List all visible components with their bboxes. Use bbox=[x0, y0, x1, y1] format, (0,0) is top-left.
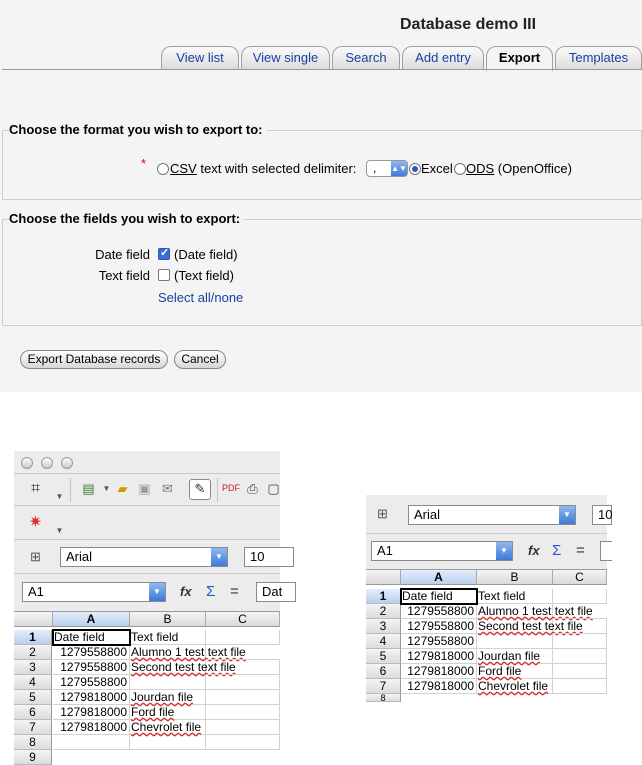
function-equals-icon[interactable]: = bbox=[230, 583, 239, 600]
select-all-none-link[interactable]: Select all/none bbox=[158, 290, 244, 305]
toolbar-separator bbox=[217, 478, 218, 502]
cell-a6[interactable]: 1279818000 bbox=[53, 705, 130, 720]
formula-input[interactable]: Dat bbox=[256, 582, 296, 602]
font-size-input[interactable]: 10 bbox=[592, 505, 612, 525]
row-header[interactable]: 1 bbox=[14, 630, 52, 645]
date-field-checkbox[interactable] bbox=[158, 248, 170, 260]
row-header[interactable]: 2 bbox=[14, 645, 52, 660]
cell-b6[interactable]: Ford file bbox=[477, 664, 553, 679]
row-header[interactable]: 4 bbox=[366, 634, 401, 649]
cell-a5[interactable]: 1279818000 bbox=[401, 649, 477, 664]
cell-a2[interactable]: 1279558800 bbox=[53, 645, 130, 660]
cell-a3[interactable]: 1279558800 bbox=[53, 660, 130, 675]
function-wizard-icon[interactable]: fx bbox=[180, 584, 192, 599]
cell-c8[interactable] bbox=[206, 735, 280, 750]
cell-b1[interactable]: Text field bbox=[477, 589, 553, 604]
crop-icon[interactable]: ⌗ bbox=[30, 480, 40, 497]
sum-icon[interactable]: Σ bbox=[206, 583, 216, 600]
corner-header[interactable] bbox=[14, 612, 53, 627]
cell-a1[interactable]: Date field bbox=[401, 589, 477, 604]
cell-c6[interactable] bbox=[206, 705, 280, 720]
cell-b8[interactable] bbox=[130, 735, 206, 750]
formatting-toolbar bbox=[14, 539, 280, 573]
row-header[interactable]: 5 bbox=[366, 649, 401, 664]
tab-view-list[interactable]: View list bbox=[161, 46, 239, 70]
cell-a7[interactable]: 1279818000 bbox=[401, 679, 477, 694]
cell-b1[interactable]: Text field bbox=[130, 630, 206, 645]
tab-divider bbox=[2, 69, 642, 70]
font-size-input[interactable]: 10 bbox=[244, 547, 294, 567]
cancel-button[interactable]: Cancel bbox=[174, 350, 226, 369]
corner-header[interactable] bbox=[366, 570, 401, 585]
edit-file-icon[interactable]: ✎ bbox=[189, 479, 211, 500]
format-legend: Choose the format you wish to export to: bbox=[9, 122, 267, 137]
font-name-select[interactable]: Arial ▼ bbox=[408, 505, 576, 525]
row-header[interactable]: 4 bbox=[14, 675, 52, 690]
styles-icon[interactable]: ⊞ bbox=[377, 506, 388, 521]
row-header[interactable]: 5 bbox=[14, 690, 52, 705]
dropdown-arrow-icon[interactable]: ▼ bbox=[55, 526, 64, 535]
select-arrow-icon: ▼ bbox=[149, 583, 165, 601]
sum-icon[interactable]: Σ bbox=[552, 542, 562, 559]
new-dropdown-icon[interactable]: ▼ bbox=[102, 484, 111, 493]
cell-c5[interactable] bbox=[553, 649, 607, 664]
cell-a4[interactable]: 1279558800 bbox=[401, 634, 477, 649]
cell-b4[interactable] bbox=[477, 634, 553, 649]
date-field-label: Date field bbox=[95, 247, 150, 262]
cell-c4[interactable] bbox=[206, 675, 280, 690]
column-header[interactable]: B bbox=[130, 612, 206, 627]
function-wizard-icon[interactable]: fx bbox=[528, 543, 540, 558]
row-header[interactable]: 1 bbox=[366, 589, 401, 604]
zoom-window-icon[interactable] bbox=[61, 457, 73, 469]
select-arrow-icon: ▼ bbox=[211, 548, 227, 566]
formula-bar bbox=[14, 573, 283, 607]
name-box[interactable]: A1 ▼ bbox=[371, 541, 513, 561]
cell-c2[interactable] bbox=[206, 645, 280, 660]
cell-c4[interactable] bbox=[553, 634, 607, 649]
ods-label: ODS (OpenOffice) bbox=[466, 161, 572, 176]
date-field-option: (Date field) bbox=[174, 247, 238, 262]
cell-a3[interactable]: 1279558800 bbox=[401, 619, 477, 634]
cell-c7[interactable] bbox=[206, 720, 280, 735]
tab-view-single[interactable]: View single bbox=[241, 46, 330, 70]
dropdown-arrow-icon[interactable]: ▼ bbox=[55, 492, 64, 501]
cell-b7[interactable]: Chevrolet file bbox=[477, 679, 553, 694]
tab-add-entry[interactable]: Add entry bbox=[402, 46, 484, 70]
sheet-grid[interactable] bbox=[366, 569, 607, 701]
cell-b3[interactable]: Second test text file bbox=[131, 660, 236, 674]
toolbar-standard bbox=[14, 473, 280, 505]
cell-b4[interactable] bbox=[130, 675, 206, 690]
cell-b7[interactable]: Chevrolet file bbox=[130, 720, 206, 735]
csv-label: CSV text with selected delimiter: bbox=[170, 161, 357, 176]
cell-c1[interactable] bbox=[553, 589, 607, 604]
toolbar-separator bbox=[70, 478, 71, 502]
excel-label: Excel bbox=[421, 161, 453, 176]
page-preview-icon[interactable]: ▢ bbox=[267, 481, 280, 496]
cell-b5[interactable]: Jourdan file bbox=[477, 649, 553, 664]
spreadsheet-window-left bbox=[14, 451, 283, 764]
row-header[interactable]: 3 bbox=[366, 619, 401, 634]
function-equals-icon[interactable]: = bbox=[576, 542, 585, 559]
cell-c7[interactable] bbox=[553, 679, 607, 694]
cell-a1[interactable]: Date field bbox=[53, 630, 130, 645]
column-header[interactable]: C bbox=[206, 612, 280, 627]
required-mark: * bbox=[141, 156, 147, 171]
excel-radio[interactable] bbox=[409, 163, 421, 175]
row-header[interactable]: 9 bbox=[14, 750, 52, 765]
cell-b6[interactable]: Ford file bbox=[130, 705, 206, 720]
tab-templates[interactable]: Templates bbox=[555, 46, 642, 70]
cell-c3[interactable] bbox=[206, 660, 280, 675]
formula-bar bbox=[366, 533, 607, 568]
close-window-icon[interactable] bbox=[21, 457, 33, 469]
toolbar-drawing bbox=[14, 505, 280, 539]
column-header[interactable]: A bbox=[401, 570, 477, 585]
cell-b2[interactable]: Alumno 1 test text file bbox=[478, 604, 593, 618]
star-shapes-icon[interactable]: ✷ bbox=[28, 514, 43, 531]
open-folder-icon[interactable]: ▰ bbox=[117, 481, 128, 496]
cell-a7[interactable]: 1279818000 bbox=[53, 720, 130, 735]
csv-radio[interactable] bbox=[157, 163, 169, 175]
row-header[interactable]: 3 bbox=[14, 660, 52, 675]
column-header[interactable]: B bbox=[477, 570, 553, 585]
cell-b5[interactable]: Jourdan file bbox=[130, 690, 206, 705]
text-field-option: (Text field) bbox=[174, 268, 234, 283]
export-button[interactable]: Export Database records bbox=[20, 350, 168, 369]
cell-c1[interactable] bbox=[206, 630, 280, 645]
cell-b3[interactable]: Second test text file bbox=[478, 619, 583, 633]
cell-c5[interactable] bbox=[206, 690, 280, 705]
cell-a4[interactable]: 1279558800 bbox=[53, 675, 130, 690]
save-icon[interactable]: ▣ bbox=[138, 481, 151, 496]
spreadsheet-window-right bbox=[366, 495, 613, 703]
formula-input[interactable] bbox=[600, 541, 612, 561]
formatting-toolbar bbox=[366, 495, 613, 533]
row-header[interactable]: 8 bbox=[366, 694, 401, 702]
cell-a5[interactable]: 1279818000 bbox=[53, 690, 130, 705]
row-header[interactable]: 7 bbox=[366, 679, 401, 694]
fields-legend: Choose the fields you wish to export: bbox=[9, 211, 244, 226]
cell-a8[interactable] bbox=[53, 735, 130, 750]
row-header[interactable]: 6 bbox=[366, 664, 401, 679]
minimize-window-icon[interactable] bbox=[41, 457, 53, 469]
delimiter-select[interactable]: , ▲▼ bbox=[366, 160, 408, 177]
ods-radio[interactable] bbox=[454, 163, 466, 175]
tab-search[interactable]: Search bbox=[332, 46, 400, 70]
cell-c3[interactable] bbox=[553, 619, 607, 634]
row-header[interactable]: 7 bbox=[14, 720, 52, 735]
export-pdf-icon[interactable]: PDF bbox=[222, 483, 240, 493]
cell-c2[interactable] bbox=[553, 604, 607, 619]
name-box[interactable]: A1 ▼ bbox=[22, 582, 166, 602]
font-name-select[interactable]: Arial ▼ bbox=[60, 547, 228, 567]
print-icon[interactable]: ⎙ bbox=[247, 481, 258, 496]
cell-c6[interactable] bbox=[553, 664, 607, 679]
cell-b2[interactable]: Alumno 1 test text file bbox=[131, 645, 246, 659]
email-icon[interactable]: ✉ bbox=[162, 481, 173, 496]
row-header[interactable]: 8 bbox=[14, 735, 52, 750]
text-field-checkbox[interactable] bbox=[158, 269, 170, 281]
column-header[interactable]: A bbox=[53, 612, 130, 627]
text-field-label: Text field bbox=[98, 268, 150, 283]
column-header[interactable]: C bbox=[553, 570, 607, 585]
page-title: Database demo III bbox=[400, 16, 537, 33]
cell-a6[interactable]: 1279818000 bbox=[401, 664, 477, 679]
select-arrow-icon: ▼ bbox=[496, 542, 512, 560]
cell-a2[interactable]: 1279558800 bbox=[401, 604, 477, 619]
styles-icon[interactable]: ⊞ bbox=[30, 549, 41, 564]
select-arrow-icon: ▼ bbox=[559, 506, 575, 524]
sheet-grid[interactable] bbox=[14, 611, 280, 764]
select-arrow-icon: ▲▼ bbox=[391, 161, 407, 176]
row-header[interactable]: 2 bbox=[366, 604, 401, 619]
new-document-icon[interactable]: ▤ bbox=[82, 481, 95, 496]
row-header[interactable]: 6 bbox=[14, 705, 52, 720]
tab-export[interactable]: Export bbox=[486, 46, 553, 71]
